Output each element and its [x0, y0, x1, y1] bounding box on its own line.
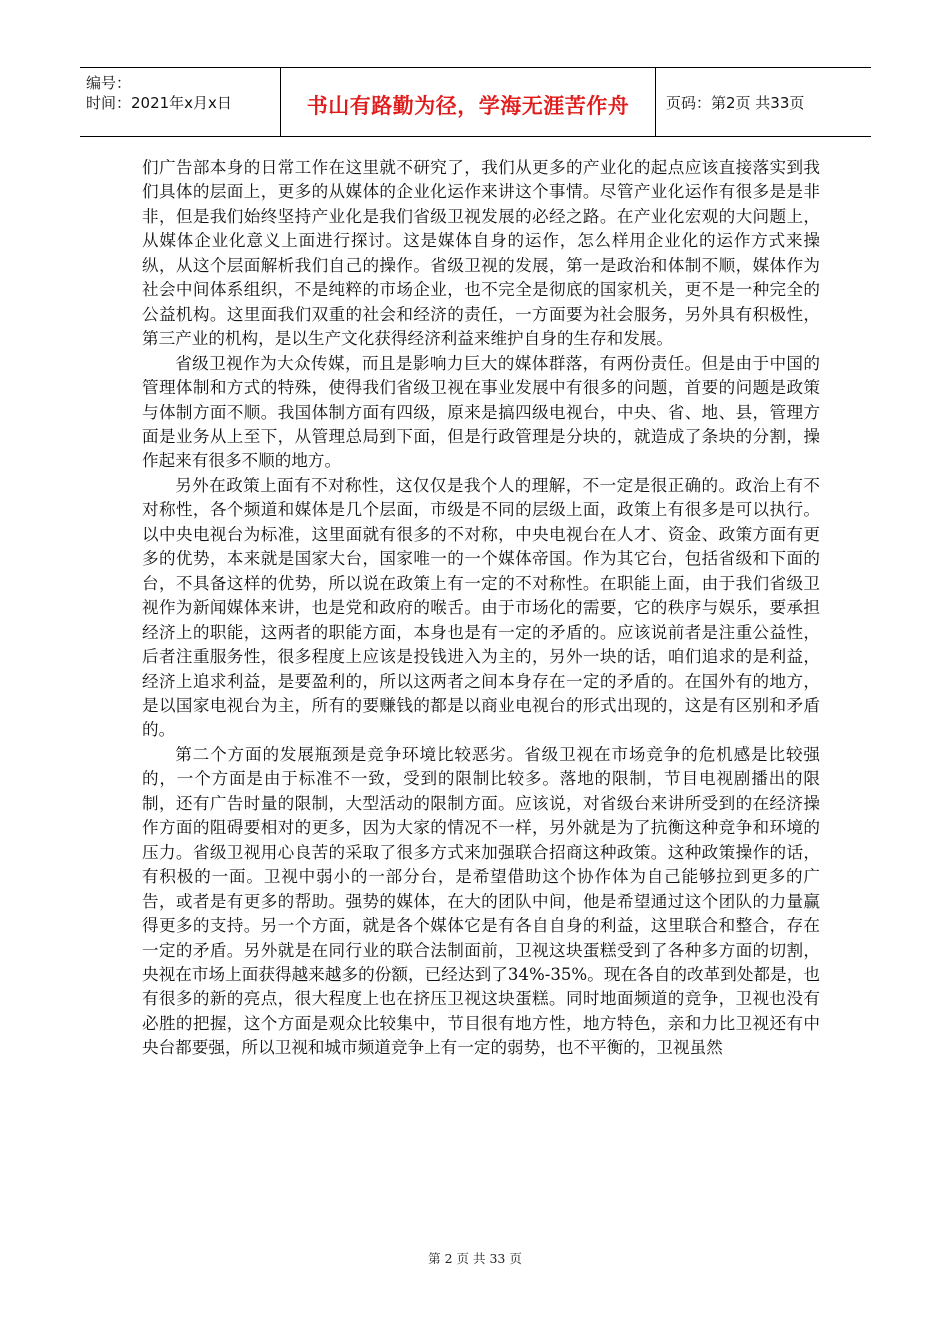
document-time-label: 时间：2021年x月x日 [86, 94, 232, 112]
page-footer: 第 2 页 共 33 页 [428, 1251, 522, 1266]
body-paragraph-2: 省级卫视作为大众传媒，而且是影响力巨大的媒体群落，有两份责任。但是由于中国的管理体制和方式的特殊，使得我们省级卫视在事业发展中有很多的问题，首要的问题是政策与体制方面不顺。我国体制方面有四级，原来是搞四级电视台，中央、省、地、县，管理方面是业务从上至下，从管理总局到下面，但是行政管理是分块的，就造成了条块的分割，操作起来有很多不顺的地方。 [142, 353, 820, 471]
header-page-cell [656, 68, 871, 136]
header-page-label: 页码：第2页 共33页 [666, 94, 805, 112]
body-paragraph-4: 第二个方面的发展瓶颈是竞争环境比较恶劣。省级卫视在市场竞争的危机感是比较强的，一个方面是由于标准不一致，受到的限制比较多。落地的限制，节目电视剧播出的限制，还有广告时量的限制，大型活动的限制方面。应该说，对省级台来讲所受到的在经济操作方面的阻碍要相对的更多，因为大家的情况不一样，另外就是为了抗衡这种竞争和环境的压力。省级卫视用心良苦的采取了很多方式来加强联合招商这种政策。这种政策操作的话，有积极的一面。卫视中弱小的一部分台，是希望借助这个协作体为自己能够拉到更多的广告，或者是有更多的帮助。强势的媒体，在大的团队中间，他是希望通过这个团队的力量赢得更多的支持。另一个方面，就是各个媒体它是有各自自身的利益，这里联合和整合，存在一定的矛盾。另外就是在同行业的联合法制面前，卫视这块蛋糕受到了各种多方面的切割，央视在市场上面获得越来越多的份额，已经达到了34%-35%。现在各自的改革到处都是，也有很多的新的亮点，很大程度上也在挤压卫视这块蛋糕。同时地面频道的竞争，卫视也没有必胜的把握，这个方面是观众比较集中，节目很有地方性，地方特色，亲和力比卫视还有中央台都要强，所以卫视和城市频道竞争上有一定的弱势，也不平衡的，卫视虽然 [142, 744, 820, 1058]
body-paragraph-3: 另外在政策上面有不对称性，这仅仅是我个人的理解，不一定是很正确的。政治上有不对称性，各个频道和媒体是几个层面，市级是不同的层级上面，政策上有很多是可以执行。以中央电视台为标准，这里面就有很多的不对称，中央电视台在人才、资金、政策方面有更多的优势，本来就是国家大台，国家唯一的一个媒体帝国。作为其它台，包括省级和下面的台，不具备这样的优势，所以说在政策上有一定的不对称性。在职能上面，由于我们省级卫视作为新闻媒体来讲，也是党和政府的喉舌。由于市场化的需要，它的秩序与娱乐，要承担经济上的职能，这两者的职能方面，本身也是有一定的矛盾的。应该说前者是注重公益性，后者注重服务性，很多程度上应该是投钱进入为主的，另外一块的话，咱们追求的是利益，经济上追求利益，是要盈利的，所以这两者之间本身存在一定的矛盾的。在国外有的地方，是以国家电视台为主，所有的要赚钱的都是以商业电视台的形式出现的，这是有区别和矛盾的。 [142, 475, 820, 740]
header-motto: 书山有路勤为径，学海无涯苦作舟 [306, 94, 630, 118]
page-header [80, 67, 871, 137]
document-number-label: 编号： [86, 74, 132, 92]
header-meta-cell [80, 68, 281, 136]
body-paragraph-1: 们广告部本身的日常工作在这里就不研究了，我们从更多的产业化的起点应该直接落实到我们具体的层面上，更多的从媒体的企业化运作来讲这个事情。尽管产业化运作有很多是是非非，但是我们始终坚持产业化是我们省级卫视发展的必经之路。在产业化宏观的大问题上，从媒体企业化意义上面进行探讨。这是媒体自身的运作，怎么样用企业化的运作方式来操纵，从这个层面解析我们自己的操作。省级卫视的发展，第一是政治和体制不顺，媒体作为社会中间体系组织，不是纯粹的市场企业，也不完全是彻底的国家机关，更不是一种完全的公益机构。这里面我们双重的社会和经济的责任，一方面要为社会服务，另外具有积极性，第三产业的机构，是以生产文化获得经济利益来维护自身的生存和发展。 [142, 158, 820, 349]
header-motto-cell [281, 68, 656, 136]
document-body [142, 156, 820, 1061]
